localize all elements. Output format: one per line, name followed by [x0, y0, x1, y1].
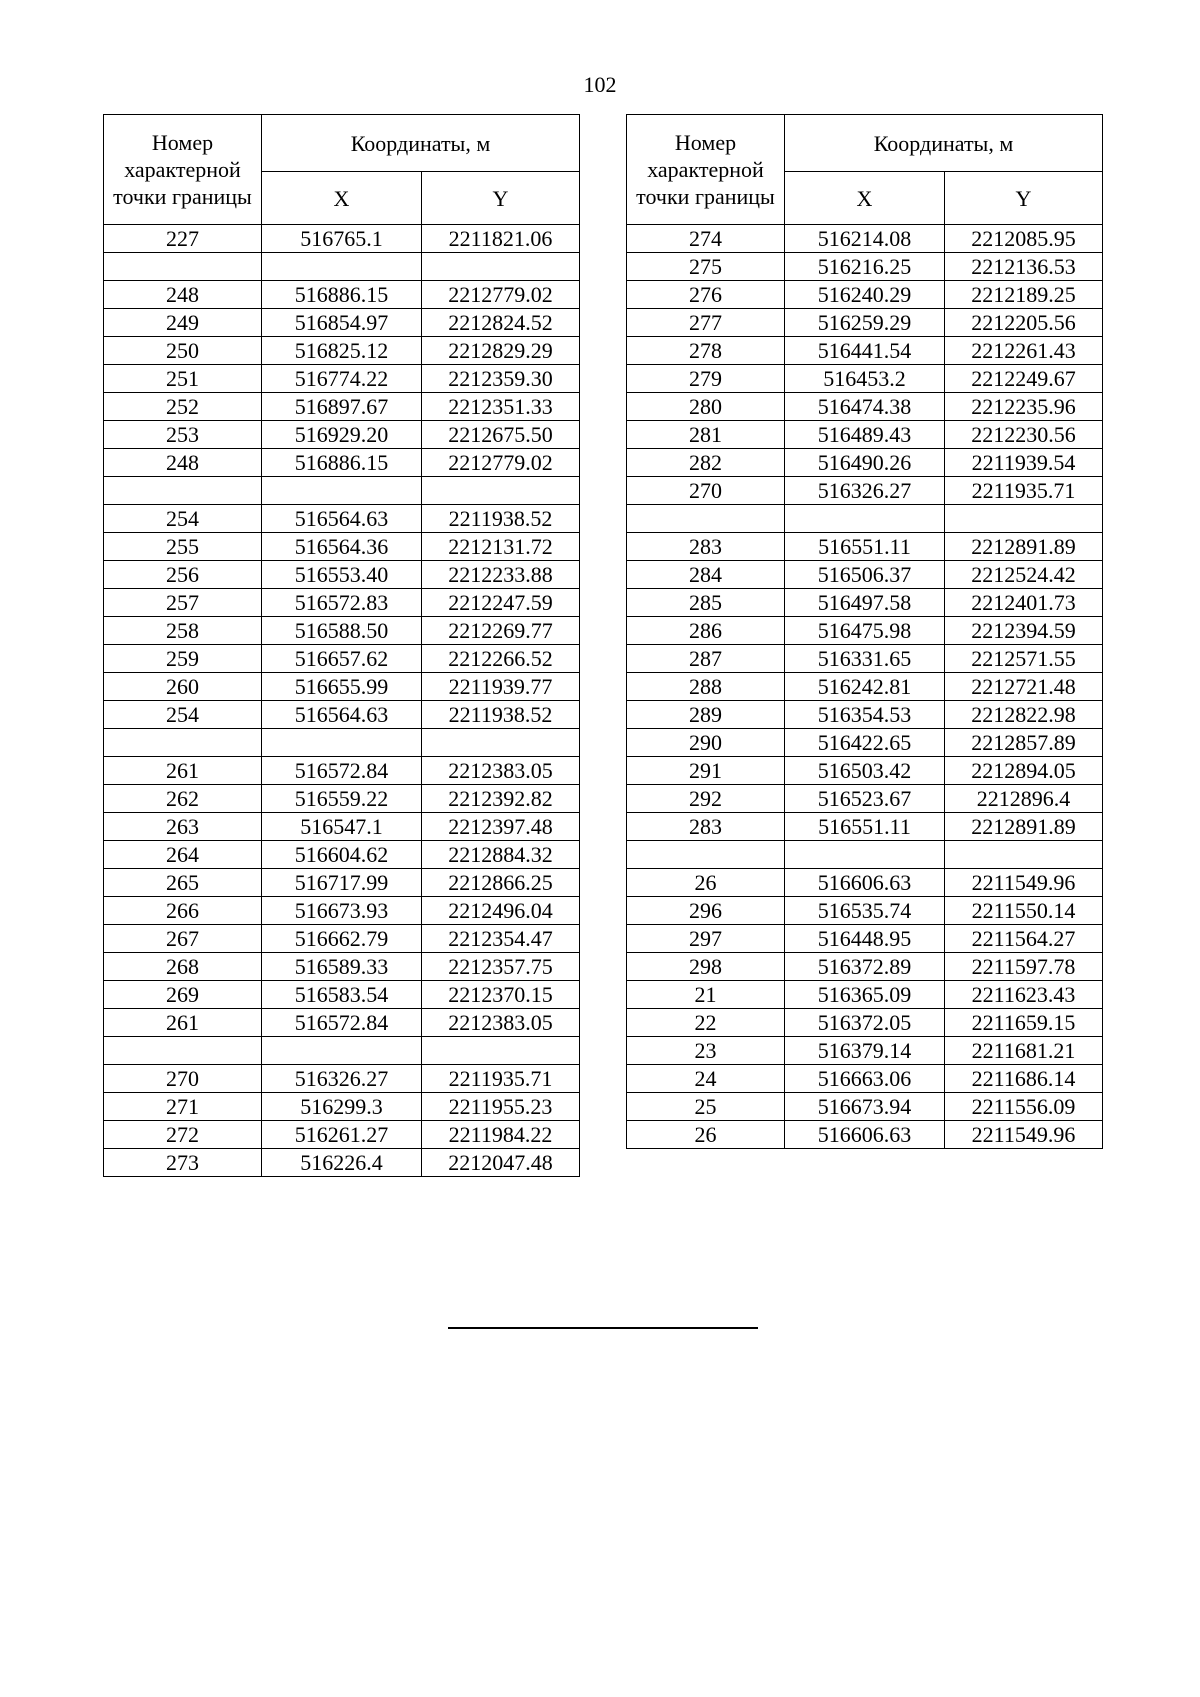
y-coordinate-cell [945, 841, 1103, 869]
y-coordinate-cell: 2212675.50 [422, 421, 580, 449]
point-number-cell: 297 [627, 925, 785, 953]
y-coordinate-cell: 2212829.29 [422, 337, 580, 365]
point-number-cell: 26 [627, 869, 785, 897]
table-row [104, 897, 580, 925]
x-coordinate-cell: 516523.67 [785, 785, 945, 813]
point-number-cell [104, 729, 262, 757]
y-coordinate-cell: 2211686.14 [945, 1065, 1103, 1093]
y-coordinate-cell: 2212383.05 [422, 1009, 580, 1037]
table-row [104, 449, 580, 477]
point-number-cell: 21 [627, 981, 785, 1009]
table-row [627, 953, 1103, 981]
y-coordinate-cell: 2212891.89 [945, 533, 1103, 561]
point-number-cell [627, 841, 785, 869]
y-coordinate-cell [422, 253, 580, 281]
x-coordinate-cell: 516606.63 [785, 1121, 945, 1149]
x-coordinate-cell: 516657.62 [262, 645, 422, 673]
table-row [104, 365, 580, 393]
y-coordinate-cell: 2212857.89 [945, 729, 1103, 757]
x-coordinate-cell: 516216.25 [785, 253, 945, 281]
table-row [627, 1093, 1103, 1121]
y-coordinate-cell: 2211550.14 [945, 897, 1103, 925]
point-number-cell: 23 [627, 1037, 785, 1065]
x-coordinate-cell: 516717.99 [262, 869, 422, 897]
x-coordinate-cell: 516655.99 [262, 673, 422, 701]
y-coordinate-cell: 2211955.23 [422, 1093, 580, 1121]
page-number: 102 [583, 72, 617, 97]
y-coordinate-cell: 2212357.75 [422, 953, 580, 981]
y-coordinate-cell: 2212085.95 [945, 225, 1103, 253]
table-row [627, 477, 1103, 505]
table-row [104, 869, 580, 897]
table-row [627, 785, 1103, 813]
y-coordinate-cell: 2212249.67 [945, 365, 1103, 393]
table-row [104, 477, 580, 505]
x-coordinate-cell: 516604.62 [262, 841, 422, 869]
point-number-cell [627, 505, 785, 533]
point-number-cell: 256 [104, 561, 262, 589]
table-row [627, 337, 1103, 365]
point-number-cell: 255 [104, 533, 262, 561]
y-coordinate-cell: 2212047.48 [422, 1149, 580, 1177]
point-number-cell: 269 [104, 981, 262, 1009]
table-row [627, 1037, 1103, 1065]
point-number-cell: 275 [627, 253, 785, 281]
y-coordinate-cell: 2211549.96 [945, 1121, 1103, 1149]
point-number-cell: 283 [627, 533, 785, 561]
footer-divider [448, 1327, 758, 1329]
point-number-cell: 270 [104, 1065, 262, 1093]
point-number-cell: 261 [104, 757, 262, 785]
table-row [627, 533, 1103, 561]
point-number-header: Номер характерной точки границы [627, 115, 785, 225]
table-row [104, 1121, 580, 1149]
table-row [627, 701, 1103, 729]
table-row [627, 981, 1103, 1009]
table-row [627, 449, 1103, 477]
x-coordinate-cell: 516448.95 [785, 925, 945, 953]
y-coordinate-cell: 2212235.96 [945, 393, 1103, 421]
y-coordinate-cell: 2212266.52 [422, 645, 580, 673]
y-coordinate-cell: 2212261.43 [945, 337, 1103, 365]
x-coordinate-cell: 516474.38 [785, 393, 945, 421]
table-row [104, 337, 580, 365]
x-coordinate-cell: 516572.83 [262, 589, 422, 617]
y-coordinate-cell: 2212354.47 [422, 925, 580, 953]
y-header: Y [945, 172, 1103, 225]
point-number-cell: 258 [104, 617, 262, 645]
table-row [627, 645, 1103, 673]
x-coordinate-cell: 516261.27 [262, 1121, 422, 1149]
table-row [627, 729, 1103, 757]
point-number-cell: 253 [104, 421, 262, 449]
point-number-cell [104, 477, 262, 505]
x-coordinate-cell: 516326.27 [262, 1065, 422, 1093]
y-coordinate-cell: 2212822.98 [945, 701, 1103, 729]
y-coordinate-cell: 2212884.32 [422, 841, 580, 869]
y-coordinate-cell: 2211939.77 [422, 673, 580, 701]
point-number-cell: 25 [627, 1093, 785, 1121]
point-number-cell: 248 [104, 281, 262, 309]
table-row [627, 365, 1103, 393]
x-coordinate-cell: 516551.11 [785, 533, 945, 561]
coordinates-table-left [103, 114, 580, 1177]
table-row [104, 841, 580, 869]
table-row [627, 813, 1103, 841]
point-number-cell: 292 [627, 785, 785, 813]
point-number-cell: 252 [104, 393, 262, 421]
y-coordinate-cell: 2212894.05 [945, 757, 1103, 785]
point-number-cell: 248 [104, 449, 262, 477]
x-coordinate-cell: 516489.43 [785, 421, 945, 449]
table-row [104, 561, 580, 589]
y-coordinate-cell: 2212394.59 [945, 617, 1103, 645]
y-coordinate-cell: 2212779.02 [422, 281, 580, 309]
y-coordinate-cell: 2211821.06 [422, 225, 580, 253]
y-coordinate-cell: 2211984.22 [422, 1121, 580, 1149]
x-coordinate-cell: 516774.22 [262, 365, 422, 393]
table-row [104, 589, 580, 617]
y-coordinate-cell: 2212205.56 [945, 309, 1103, 337]
table-row [104, 785, 580, 813]
y-coordinate-cell: 2212496.04 [422, 897, 580, 925]
y-coordinate-cell: 2211556.09 [945, 1093, 1103, 1121]
table-row [104, 1037, 580, 1065]
table-row [627, 617, 1103, 645]
table-row [104, 701, 580, 729]
y-coordinate-cell: 2212721.48 [945, 673, 1103, 701]
x-coordinate-cell: 516897.67 [262, 393, 422, 421]
x-coordinate-cell [262, 1037, 422, 1065]
point-number-header: Номер характерной точки границы [104, 115, 262, 225]
point-number-cell: 251 [104, 365, 262, 393]
x-coordinate-cell: 516825.12 [262, 337, 422, 365]
y-coordinate-cell: 2212571.55 [945, 645, 1103, 673]
y-coordinate-cell: 2212891.89 [945, 813, 1103, 841]
x-coordinate-cell: 516583.54 [262, 981, 422, 1009]
table-row [104, 225, 580, 253]
x-coordinate-cell: 516441.54 [785, 337, 945, 365]
x-coordinate-cell: 516564.63 [262, 701, 422, 729]
y-coordinate-cell: 2212131.72 [422, 533, 580, 561]
table-row [104, 1149, 580, 1177]
point-number-cell: 249 [104, 309, 262, 337]
table-row [104, 1093, 580, 1121]
x-coordinate-cell: 516372.05 [785, 1009, 945, 1037]
point-number-cell: 286 [627, 617, 785, 645]
point-number-cell: 266 [104, 897, 262, 925]
point-number-cell: 272 [104, 1121, 262, 1149]
table-row [104, 505, 580, 533]
y-coordinate-cell: 2212779.02 [422, 449, 580, 477]
x-coordinate-cell: 516854.97 [262, 309, 422, 337]
coordinates-table-right [626, 114, 1103, 1149]
point-number-cell: 274 [627, 225, 785, 253]
table-row [627, 309, 1103, 337]
table-body [104, 225, 580, 1177]
x-coordinate-cell: 516588.50 [262, 617, 422, 645]
table-row [104, 673, 580, 701]
y-coordinate-cell: 2212370.15 [422, 981, 580, 1009]
table-row [627, 505, 1103, 533]
y-coordinate-cell: 2211597.78 [945, 953, 1103, 981]
point-number-cell: 278 [627, 337, 785, 365]
x-coordinate-cell: 516503.42 [785, 757, 945, 785]
y-coordinate-cell [422, 729, 580, 757]
x-coordinate-cell [785, 505, 945, 533]
x-coordinate-cell [785, 841, 945, 869]
point-number-cell: 267 [104, 925, 262, 953]
table-row [627, 393, 1103, 421]
point-number-cell: 259 [104, 645, 262, 673]
point-number-cell: 257 [104, 589, 262, 617]
x-coordinate-cell: 516506.37 [785, 561, 945, 589]
point-number-cell [104, 1037, 262, 1065]
point-number-cell: 250 [104, 337, 262, 365]
table-row [104, 617, 580, 645]
y-coordinate-cell: 2212136.53 [945, 253, 1103, 281]
x-coordinate-cell [262, 729, 422, 757]
point-number-cell: 254 [104, 505, 262, 533]
y-header: Y [422, 172, 580, 225]
table-body [627, 225, 1103, 1149]
y-coordinate-cell: 2211935.71 [422, 1065, 580, 1093]
table-row [104, 729, 580, 757]
y-coordinate-cell: 2212230.56 [945, 421, 1103, 449]
x-coordinate-cell: 516226.4 [262, 1149, 422, 1177]
x-coordinate-cell [262, 477, 422, 505]
x-coordinate-cell: 516564.63 [262, 505, 422, 533]
point-number-cell: 291 [627, 757, 785, 785]
point-number-cell: 26 [627, 1121, 785, 1149]
point-number-cell: 265 [104, 869, 262, 897]
x-coordinate-cell: 516475.98 [785, 617, 945, 645]
x-coordinate-cell: 516422.65 [785, 729, 945, 757]
x-coordinate-cell: 516331.65 [785, 645, 945, 673]
x-coordinate-cell: 516663.06 [785, 1065, 945, 1093]
y-coordinate-cell: 2211938.52 [422, 505, 580, 533]
coordinates-header: Координаты, м [785, 115, 1103, 172]
x-coordinate-cell: 516606.63 [785, 869, 945, 897]
point-number-cell: 271 [104, 1093, 262, 1121]
table-row [627, 225, 1103, 253]
point-number-cell [104, 253, 262, 281]
x-coordinate-cell: 516547.1 [262, 813, 422, 841]
x-coordinate-cell: 516497.58 [785, 589, 945, 617]
y-coordinate-cell: 2212896.4 [945, 785, 1103, 813]
y-coordinate-cell: 2212233.88 [422, 561, 580, 589]
point-number-cell: 254 [104, 701, 262, 729]
point-number-cell: 22 [627, 1009, 785, 1037]
table-row [627, 253, 1103, 281]
table-row [627, 1009, 1103, 1037]
y-coordinate-cell: 2212524.42 [945, 561, 1103, 589]
point-number-cell: 277 [627, 309, 785, 337]
y-coordinate-cell: 2211659.15 [945, 1009, 1103, 1037]
x-coordinate-cell: 516551.11 [785, 813, 945, 841]
y-coordinate-cell: 2212351.33 [422, 393, 580, 421]
table-row [104, 1065, 580, 1093]
x-coordinate-cell: 516886.15 [262, 449, 422, 477]
x-coordinate-cell: 516589.33 [262, 953, 422, 981]
x-coordinate-cell: 516259.29 [785, 309, 945, 337]
x-header: X [785, 172, 945, 225]
point-number-cell: 261 [104, 1009, 262, 1037]
point-number-cell: 290 [627, 729, 785, 757]
y-coordinate-cell [422, 1037, 580, 1065]
point-number-cell: 281 [627, 421, 785, 449]
point-number-cell: 273 [104, 1149, 262, 1177]
y-coordinate-cell: 2211564.27 [945, 925, 1103, 953]
y-coordinate-cell: 2212392.82 [422, 785, 580, 813]
point-number-cell: 260 [104, 673, 262, 701]
table-row [627, 1065, 1103, 1093]
point-number-cell: 24 [627, 1065, 785, 1093]
table-row [104, 981, 580, 1009]
point-number-cell: 276 [627, 281, 785, 309]
x-coordinate-cell: 516453.2 [785, 365, 945, 393]
x-coordinate-cell: 516490.26 [785, 449, 945, 477]
table-row [627, 421, 1103, 449]
y-coordinate-cell: 2211623.43 [945, 981, 1103, 1009]
x-coordinate-cell: 516886.15 [262, 281, 422, 309]
x-coordinate-cell: 516326.27 [785, 477, 945, 505]
y-coordinate-cell [945, 505, 1103, 533]
table-row [627, 869, 1103, 897]
table-row [104, 757, 580, 785]
table-row [627, 925, 1103, 953]
point-number-cell: 283 [627, 813, 785, 841]
y-coordinate-cell [422, 477, 580, 505]
table-row [104, 1009, 580, 1037]
y-coordinate-cell: 2211935.71 [945, 477, 1103, 505]
point-number-cell: 287 [627, 645, 785, 673]
x-coordinate-cell: 516379.14 [785, 1037, 945, 1065]
x-coordinate-cell: 516572.84 [262, 1009, 422, 1037]
y-coordinate-cell: 2212189.25 [945, 281, 1103, 309]
x-coordinate-cell: 516242.81 [785, 673, 945, 701]
y-coordinate-cell: 2212824.52 [422, 309, 580, 337]
x-coordinate-cell: 516673.93 [262, 897, 422, 925]
point-number-cell: 263 [104, 813, 262, 841]
table-row [627, 589, 1103, 617]
table-row [627, 897, 1103, 925]
point-number-cell: 264 [104, 841, 262, 869]
y-coordinate-cell: 2211939.54 [945, 449, 1103, 477]
x-coordinate-cell: 516553.40 [262, 561, 422, 589]
x-coordinate-cell: 516535.74 [785, 897, 945, 925]
x-coordinate-cell: 516372.89 [785, 953, 945, 981]
table-row [104, 421, 580, 449]
table-row [627, 281, 1103, 309]
point-number-cell: 262 [104, 785, 262, 813]
table-row [104, 813, 580, 841]
y-coordinate-cell: 2212383.05 [422, 757, 580, 785]
x-coordinate-cell [262, 253, 422, 281]
y-coordinate-cell: 2212401.73 [945, 589, 1103, 617]
table-row [627, 1121, 1103, 1149]
table-row [104, 533, 580, 561]
y-coordinate-cell: 2212866.25 [422, 869, 580, 897]
point-number-cell: 280 [627, 393, 785, 421]
x-coordinate-cell: 516572.84 [262, 757, 422, 785]
y-coordinate-cell: 2212397.48 [422, 813, 580, 841]
x-coordinate-cell: 516564.36 [262, 533, 422, 561]
table-row [104, 645, 580, 673]
x-coordinate-cell: 516240.29 [785, 281, 945, 309]
x-header: X [262, 172, 422, 225]
x-coordinate-cell: 516559.22 [262, 785, 422, 813]
point-number-cell: 284 [627, 561, 785, 589]
y-coordinate-cell: 2211681.21 [945, 1037, 1103, 1065]
y-coordinate-cell: 2212247.59 [422, 589, 580, 617]
point-number-cell: 285 [627, 589, 785, 617]
table-row [104, 253, 580, 281]
point-number-cell: 227 [104, 225, 262, 253]
point-number-cell: 289 [627, 701, 785, 729]
y-coordinate-cell: 2211938.52 [422, 701, 580, 729]
x-coordinate-cell: 516365.09 [785, 981, 945, 1009]
point-number-cell: 288 [627, 673, 785, 701]
y-coordinate-cell: 2212359.30 [422, 365, 580, 393]
table-row [627, 561, 1103, 589]
table-row [104, 925, 580, 953]
y-coordinate-cell: 2211549.96 [945, 869, 1103, 897]
point-number-cell: 279 [627, 365, 785, 393]
x-coordinate-cell: 516765.1 [262, 225, 422, 253]
table-row [104, 393, 580, 421]
x-coordinate-cell: 516929.20 [262, 421, 422, 449]
table-row [627, 841, 1103, 869]
x-coordinate-cell: 516662.79 [262, 925, 422, 953]
x-coordinate-cell: 516214.08 [785, 225, 945, 253]
x-coordinate-cell: 516299.3 [262, 1093, 422, 1121]
table-row [627, 757, 1103, 785]
table-row [627, 673, 1103, 701]
y-coordinate-cell: 2212269.77 [422, 617, 580, 645]
x-coordinate-cell: 516354.53 [785, 701, 945, 729]
table-row [104, 281, 580, 309]
table-row [104, 309, 580, 337]
coordinates-header: Координаты, м [262, 115, 580, 172]
point-number-cell: 268 [104, 953, 262, 981]
point-number-cell: 282 [627, 449, 785, 477]
table-row [104, 953, 580, 981]
point-number-cell: 270 [627, 477, 785, 505]
point-number-cell: 298 [627, 953, 785, 981]
point-number-cell: 296 [627, 897, 785, 925]
x-coordinate-cell: 516673.94 [785, 1093, 945, 1121]
